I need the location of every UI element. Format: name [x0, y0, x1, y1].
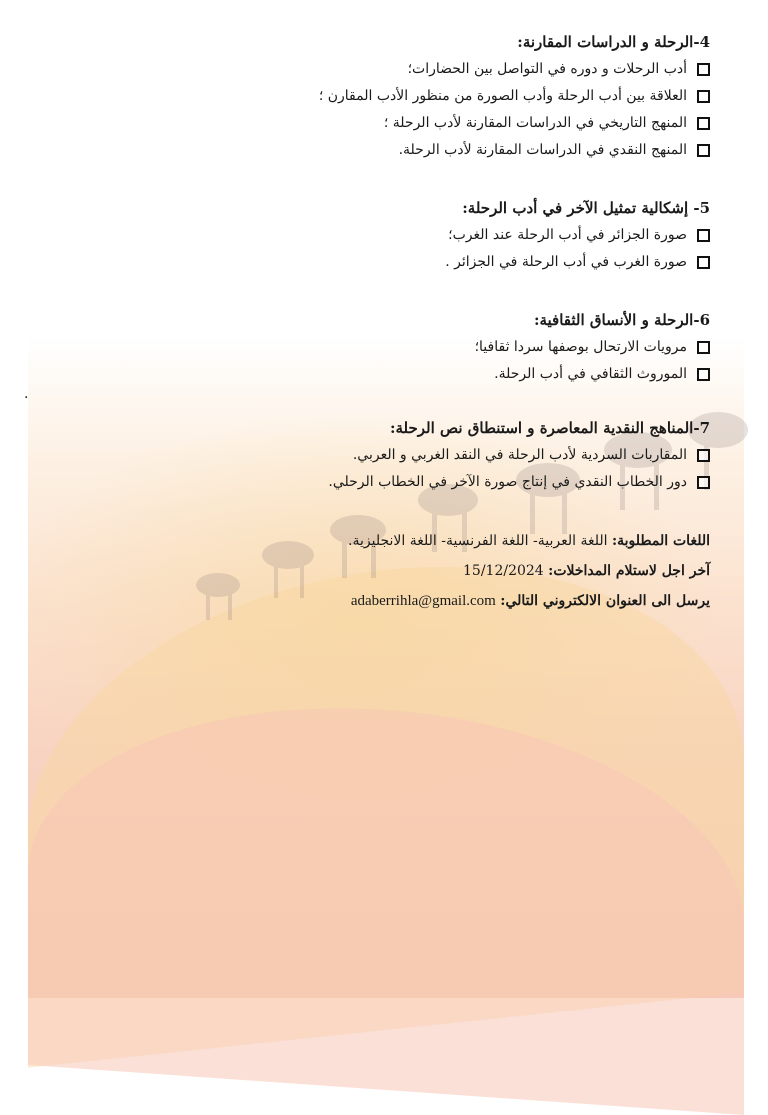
document-body — [24, 28, 710, 616]
checkbox-icon — [697, 229, 710, 242]
email-line — [30, 586, 710, 616]
section-title: 4-الرحلة و الدراسات المقارنة: — [517, 33, 710, 51]
list-item-text: المقاربات السردية لأدب الرحلة في النقد الغربي و العربي. — [352, 447, 687, 463]
section-6 — [24, 306, 710, 402]
list-item-text: أدب الرحلات و دوره في التواصل بين الحضارات؛ — [407, 61, 687, 77]
checkbox-icon — [697, 476, 710, 489]
submission-info — [30, 526, 710, 616]
email-label: يرسل الى العنوان الالكتروني التالي: — [500, 593, 710, 609]
checkbox-icon — [697, 144, 710, 157]
languages-value: اللغة العربية- اللغة الفرنسية- اللغة الانجليزية. — [348, 533, 608, 549]
checkbox-icon — [697, 63, 710, 76]
languages-label: اللغات المطلوبة: — [611, 533, 710, 549]
list-item-text: العلاقة بين أدب الرحلة وأدب الصورة من منظور الأدب المقارن ؛ — [318, 88, 687, 104]
section-4 — [30, 28, 710, 164]
section-title: 5- إشكالية تمثيل الآخر في أدب الرحلة: — [462, 199, 710, 217]
deadline-value: 15/12/2024 — [463, 563, 544, 579]
list-item — [30, 469, 710, 496]
list-item-text: المنهج التاريخي في الدراسات المقارنة لأدب الرحلة ؛ — [383, 115, 687, 131]
email-link[interactable]: adaberrihla@gmail.com — [350, 593, 496, 609]
list-item-text: دور الخطاب النقدي في إنتاج صورة الآخر في الخطاب الرحلي. — [328, 474, 687, 490]
list-item — [30, 83, 710, 110]
checkbox-icon — [697, 117, 710, 130]
list-item — [30, 334, 710, 361]
section-5 — [30, 194, 710, 276]
list-item — [30, 442, 710, 469]
section-7 — [30, 414, 710, 496]
list-item — [30, 56, 710, 83]
checkbox-icon — [697, 90, 710, 103]
page — [24, 10, 744, 998]
section-title: 7-المناهج النقدية المعاصرة و استنطاق نص الرحلة: — [389, 419, 710, 437]
deadline-label: آخر اجل لاستلام المداخلات: — [548, 563, 710, 579]
list-item — [30, 361, 710, 388]
list-item — [30, 110, 710, 137]
stray-period: . — [24, 386, 29, 402]
deadline-line — [30, 556, 710, 586]
list-item-text: صورة الغرب في أدب الرحلة في الجزائر . — [445, 254, 687, 270]
checkbox-icon — [697, 449, 710, 462]
checkbox-icon — [697, 368, 710, 381]
list-item-text: المنهج النقدي في الدراسات المقارنة لأدب الرحلة. — [398, 142, 687, 158]
checkbox-icon — [697, 341, 710, 354]
list-item — [30, 249, 710, 276]
languages-line — [30, 526, 710, 556]
list-item-text: الموروث الثقافي في أدب الرحلة. — [494, 366, 687, 382]
list-item — [30, 222, 710, 249]
section-title: 6-الرحلة و الأنساق الثقافية: — [533, 311, 710, 329]
checkbox-icon — [697, 256, 710, 269]
list-item-text: صورة الجزائر في أدب الرحلة عند الغرب؛ — [448, 227, 687, 243]
list-item-text: مرويات الارتحال بوصفها سردا ثقافيا؛ — [474, 339, 687, 355]
list-item — [30, 137, 710, 164]
